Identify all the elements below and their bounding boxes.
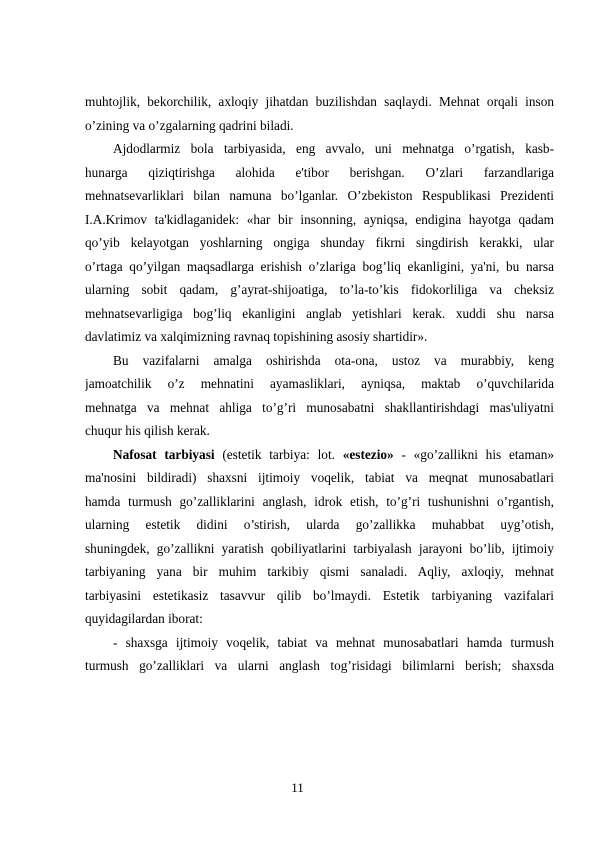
text-line: o’zining va o’zgalarning qadrini biladi. [85, 117, 294, 133]
text-line [85, 443, 554, 467]
text-line: hamda turmush go’zalliklarini anglash, idrok etish, to’g’ri tushunishni o’rgantish, [85, 493, 554, 509]
document-body [85, 90, 554, 678]
text-line: ma'nosini bildiradi) shaxsni ijtimoiy voqelik, tabiat va meqnat munosabatlari [85, 470, 554, 485]
term-bold: Nafosat tarbiyasi [113, 446, 215, 462]
text-line: mehnatsevarligiga bog’liq ekanligini anglab yetishlari kerak. xuddi shu narsa [85, 305, 554, 321]
text-line: Bu vazifalarni amalga oshirishda ota-ona, ustoz va murabbiy, keng [113, 352, 554, 368]
text-line: I.A.Krimov ta'kidlaganidek: «har bir insonning, ayniqsa, endigina hayotga qadam [85, 211, 554, 227]
text-line: tarbiyasini estetikasiz tasavvur qilib bo’lmaydi. Estetik tarbiyaning vazifalari [85, 587, 554, 603]
text-line: turmush go’zalliklari va ularni anglash tog’risidagi bilimlarni berish; shaxsda [85, 658, 554, 673]
text-line: chuqur his qilish kerak. [85, 423, 210, 438]
text-line: qo’yib kelayotgan yoshlarning ongiga shunday fikrni singdirish kerakki, ular [85, 235, 554, 250]
text-line: ularning sobit qadam, g’ayrat-shijoatiga, to’la-to’kis fidokorliliga va cheksiz [85, 282, 554, 297]
text-line: quyidagilardan iborat: [85, 611, 203, 626]
text-line: jamoatchilik o’z mehnatini ayamasliklari, ayniqsa, maktab o’quvchilarida [85, 376, 554, 391]
text-line: Ajdodlarmiz bola tarbiyasida, eng avvalo, uni mehnatga o’rgatish, kasb- [113, 141, 554, 156]
text-line: mehnatga va mehnat ahliga to’g’ri munosabatni shakllantirishdagi mas'uliyatni [85, 399, 554, 415]
text-line: - shaxsga ijtimoiy voqelik, tabiat va mehnat munosabatlari hamda turmush [113, 634, 554, 650]
text-line: mehnatsevarliklari bilan namuna bo’lganlar. O’zbekiston Respublikasi Prezidenti [85, 188, 554, 203]
text-line: muhtojlik, bekorchilik, axloqiy jihatdan buzilishdan saqlaydi. Mehnat orqali inson [85, 94, 554, 109]
text-line: o’rtaga qo’yilgan maqsadlarga erishish o’zlariga bog’liq ekanligini, ya'ni, bu narsa [85, 258, 554, 274]
text-line: shuningdek, go’zallikni yaratish qobiliyatlarini tarbiyalash jarayoni bo’lib, ijtimoiy [85, 540, 554, 556]
text-fragment: (estetik tarbiya: lot. [214, 446, 343, 462]
text-line: ularning estetik didini o’stirish, ularda go’zallikka muhabbat uyg’otish, [85, 517, 554, 532]
text-line: tarbiyaning yana bir muhim tarkibiy qismi sanaladi. Aqliy, axloqiy, mehnat [85, 564, 554, 579]
text-line: hunarga qiziqtirishga alohida e'tibor berishgan. O’zlari farzandlariga [85, 164, 554, 180]
text-fragment: - «go’zallikni his etaman» [393, 446, 554, 462]
text-line: davlatimiz va xalqimizning ravnaq topishining asosiy shartidir». [85, 329, 428, 344]
latin-term-bold: «estezio» [342, 446, 394, 462]
page-number: 11 [291, 780, 304, 795]
